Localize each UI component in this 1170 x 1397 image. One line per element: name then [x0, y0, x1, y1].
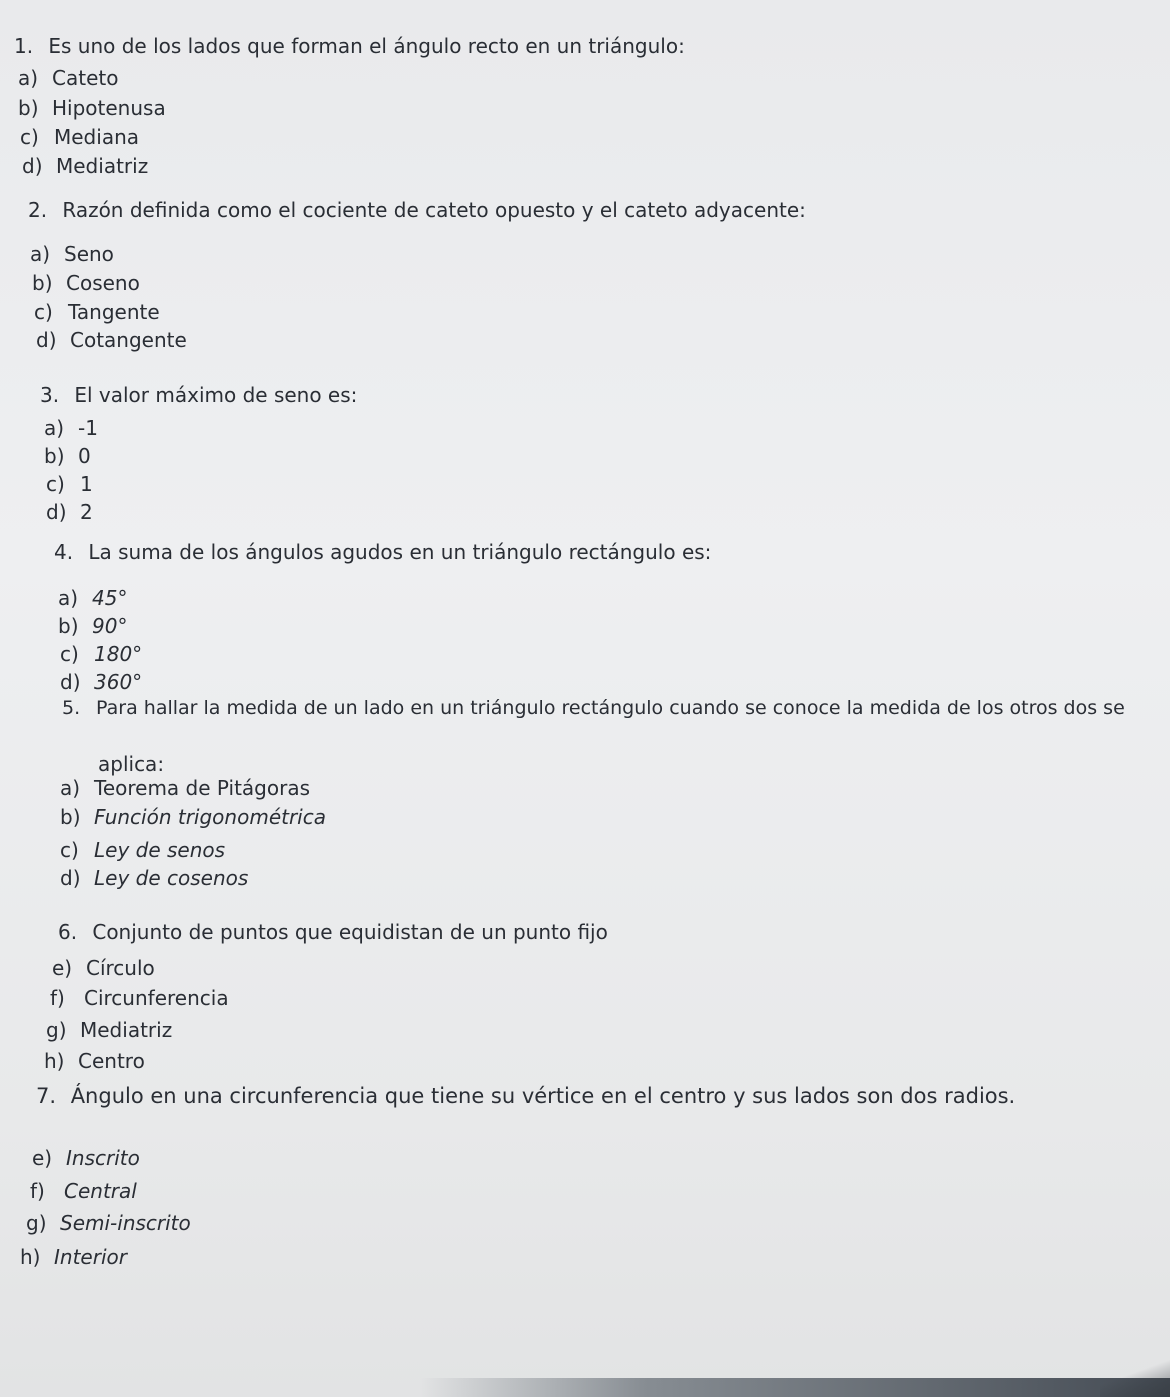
- option-letter: a): [44, 416, 65, 440]
- option-3c: [46, 472, 93, 496]
- option-text: -1: [78, 416, 98, 440]
- option-text: Mediatriz: [56, 154, 149, 178]
- option-letter: a): [58, 586, 79, 610]
- question-number: 1.: [14, 34, 34, 58]
- option-text: Ley de cosenos: [94, 866, 249, 890]
- option-4d: [60, 670, 142, 694]
- option-5b: [60, 805, 326, 829]
- question-number: 7.: [36, 1084, 57, 1108]
- option-text: Inscrito: [66, 1146, 140, 1170]
- option-letter: c): [20, 125, 39, 149]
- option-letter: g): [46, 1018, 67, 1042]
- option-text: 45°: [92, 586, 128, 610]
- option-letter: b): [60, 805, 81, 829]
- option-text: 1: [80, 472, 93, 496]
- question-number: 5.: [62, 697, 81, 719]
- option-letter: e): [32, 1146, 53, 1170]
- option-text: Circunferencia: [84, 986, 229, 1010]
- option-4b: [58, 614, 127, 638]
- option-text: Coseno: [66, 271, 140, 295]
- option-letter: d): [60, 866, 81, 890]
- option-text: Mediatriz: [80, 1018, 173, 1042]
- option-text: 0: [78, 444, 91, 468]
- option-letter: c): [60, 642, 79, 666]
- option-letter: g): [26, 1211, 47, 1235]
- option-6e: [52, 956, 155, 980]
- option-6h: [44, 1049, 145, 1073]
- option-letter: h): [20, 1245, 41, 1269]
- option-text: Interior: [54, 1245, 127, 1269]
- option-1b: [18, 96, 166, 120]
- option-5a: [60, 776, 310, 800]
- option-text: Círculo: [86, 956, 155, 980]
- question-1: [14, 34, 685, 58]
- corner-shadow: [1100, 1360, 1170, 1397]
- option-2c: [34, 300, 160, 324]
- question-7: [36, 1084, 1015, 1108]
- question-text: La suma de los ángulos agudos en un triángulo rectángulo es:: [88, 540, 712, 564]
- option-2d: [36, 328, 187, 352]
- option-letter: h): [44, 1049, 65, 1073]
- option-text: 180°: [94, 642, 143, 666]
- option-text: Cateto: [52, 66, 119, 90]
- option-letter: a): [18, 66, 39, 90]
- option-text: 360°: [94, 670, 143, 694]
- question-number: 4.: [54, 540, 74, 564]
- option-letter: c): [34, 300, 53, 324]
- option-text: Hipotenusa: [52, 96, 166, 120]
- option-text: Centro: [78, 1049, 145, 1073]
- question-number: 6.: [58, 920, 78, 944]
- page-edge-shadow: [420, 1378, 1170, 1397]
- option-letter: f): [30, 1179, 45, 1203]
- question-4: [54, 540, 711, 564]
- option-letter: c): [46, 472, 65, 496]
- question-3: [40, 383, 357, 407]
- option-text: Función trigonométrica: [94, 805, 326, 829]
- option-7h: [20, 1245, 127, 1269]
- question-text: Razón definida como el cociente de cateto opuesto y el cateto adyacente:: [62, 198, 806, 222]
- option-letter: c): [60, 838, 79, 862]
- option-3d: [46, 500, 93, 524]
- option-2a: [30, 242, 114, 266]
- option-text: 90°: [92, 614, 128, 638]
- option-letter: f): [50, 986, 65, 1010]
- option-1d: [22, 154, 148, 178]
- option-text: Ley de senos: [94, 838, 226, 862]
- question-2: [28, 198, 806, 222]
- option-7e: [32, 1146, 140, 1170]
- option-letter: a): [60, 776, 81, 800]
- option-letter: d): [60, 670, 81, 694]
- question-text: Para hallar la medida de un lado en un triángulo rectángulo cuando se conoce la medida de los otros dos se: [96, 697, 1125, 719]
- option-6f: [50, 986, 229, 1010]
- question-5: [62, 696, 1125, 720]
- option-6g: [46, 1018, 172, 1042]
- option-text: Mediana: [54, 125, 139, 149]
- question-text: Conjunto de puntos que equidistan de un punto fijo: [92, 920, 608, 944]
- option-7f: [30, 1179, 137, 1203]
- question-text: El valor máximo de seno es:: [74, 383, 358, 407]
- option-text: Semi-inscrito: [60, 1211, 191, 1235]
- question-5-continuation: aplica:: [98, 752, 165, 776]
- option-3a: [44, 416, 98, 440]
- option-letter: a): [30, 242, 51, 266]
- option-letter: e): [52, 956, 73, 980]
- option-letter: b): [32, 271, 53, 295]
- option-1c: [20, 125, 139, 149]
- option-7g: [26, 1211, 191, 1235]
- option-letter: b): [44, 444, 65, 468]
- option-text: 2: [80, 500, 93, 524]
- option-text: Teorema de Pitágoras: [94, 776, 311, 800]
- option-2b: [32, 271, 140, 295]
- option-letter: b): [58, 614, 79, 638]
- question-number: 2.: [28, 198, 48, 222]
- question-number: 3.: [40, 383, 60, 407]
- option-3b: [44, 444, 91, 468]
- option-4c: [60, 642, 142, 666]
- option-text: Tangente: [68, 300, 160, 324]
- option-text: Cotangente: [70, 328, 187, 352]
- question-text: Es uno de los lados que forman el ángulo recto en un triángulo:: [48, 34, 685, 58]
- option-text: Central: [64, 1179, 137, 1203]
- question-text: Ángulo en una circunferencia que tiene su vértice en el centro y sus lados son dos radios.: [70, 1084, 1016, 1108]
- question-6: [58, 920, 608, 944]
- option-4a: [58, 586, 127, 610]
- option-5d: [60, 866, 248, 890]
- option-5c: [60, 838, 225, 862]
- option-letter: d): [46, 500, 67, 524]
- option-text: Seno: [64, 242, 114, 266]
- option-letter: d): [22, 154, 43, 178]
- option-letter: d): [36, 328, 57, 352]
- option-letter: b): [18, 96, 39, 120]
- option-1a: [18, 66, 118, 90]
